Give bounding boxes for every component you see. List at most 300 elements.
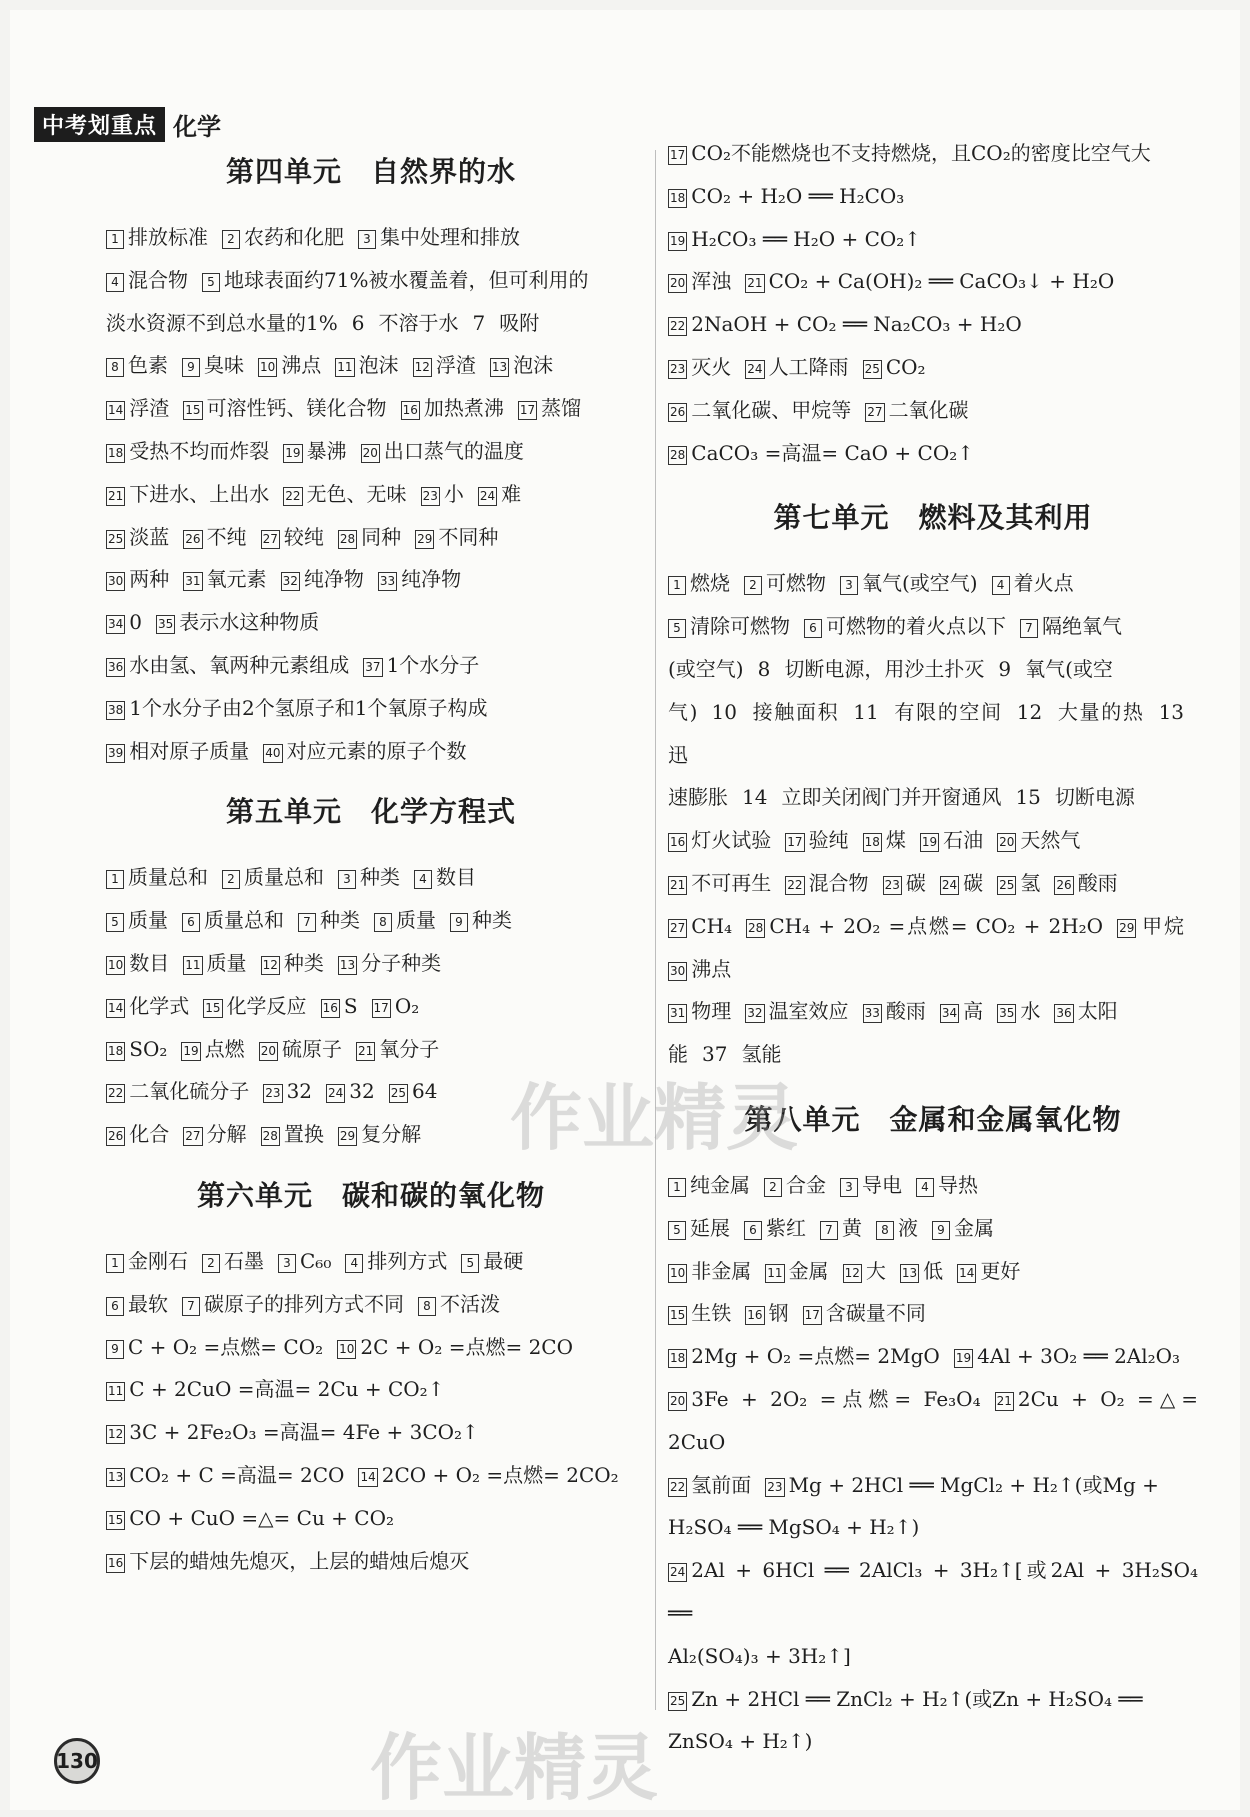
answer-line — [106, 942, 636, 985]
item-number-box: 21 — [745, 274, 764, 293]
answer-text: 不同种 — [438, 524, 499, 549]
answer-text: 石墨 — [224, 1248, 264, 1273]
answer-text: 9 — [998, 656, 1012, 681]
item-number-box: 10 — [258, 358, 277, 377]
item-number-box: 24 — [326, 1084, 345, 1103]
answer-text: 出口蒸气的温度 — [383, 438, 524, 463]
item-number-box: 32 — [281, 572, 300, 591]
answer-text: 2Mg + O₂ =点燃= 2MgO — [691, 1344, 940, 1369]
column-divider — [655, 150, 656, 1710]
answer-line — [668, 432, 1198, 475]
watermark-bottom: 作业精灵 — [370, 1726, 659, 1810]
answer-text: 二氧化硫分子 — [129, 1079, 250, 1104]
answer-text: 3Fe + 2O₂ =点燃= Fe₃O₄ — [691, 1386, 981, 1411]
item-number-box: 11 — [765, 1264, 784, 1283]
answer-text: 金刚石 — [128, 1248, 188, 1273]
item-number-box: 6 — [744, 1221, 762, 1240]
item-number-box: 1 — [106, 870, 124, 889]
item-number-box: 20 — [668, 274, 687, 293]
answer-text: 加热煮沸 — [423, 396, 504, 421]
unit-6-title: 第六单元 碳和碳的氧化物 — [196, 1178, 545, 1212]
answer-text: 合金 — [786, 1172, 826, 1197]
answer-text: 氧元素 — [206, 567, 267, 592]
answer-text: 水由氢、氧两种元素组成 — [129, 652, 350, 677]
answer-text: Zn + 2HCl ══ ZnCl₂ + H₂↑(或Zn + H₂SO₄ ══ — [691, 1686, 1143, 1711]
answer-text: 32 — [286, 1079, 313, 1104]
answer-text: 14 — [742, 785, 768, 810]
page-number-badge: 130 — [54, 1738, 100, 1784]
item-number-box: 38 — [106, 701, 125, 720]
answer-text: 温室效应 — [768, 999, 849, 1024]
answer-text: 农药和化肥 — [244, 225, 344, 249]
answer-text: 集中处理和排放 — [380, 225, 520, 249]
answer-line — [106, 302, 636, 345]
item-number-box: 19 — [668, 232, 687, 251]
answer-text: 10 — [711, 699, 737, 724]
answer-text: 迅 — [668, 742, 688, 767]
answer-text: 混合物 — [128, 267, 188, 292]
answer-line — [106, 601, 636, 644]
answer-line — [106, 1497, 636, 1540]
item-number-box: 27 — [668, 919, 687, 938]
answer-text: 色素 — [128, 353, 168, 378]
answer-text: 下进水、上出水 — [129, 481, 270, 506]
answer-text: CH₄ — [691, 913, 733, 938]
item-number-box: 28 — [746, 919, 765, 938]
item-number-box: 36 — [1054, 1004, 1073, 1023]
answer-text: 种类 — [283, 950, 324, 975]
answer-text: 天然气 — [1020, 828, 1081, 853]
answer-text: 钢 — [768, 1301, 789, 1326]
answer-text: Mg + 2HCl ══ MgCl₂ + H₂↑(或Mg + — [788, 1472, 1159, 1497]
answer-text: 同种 — [361, 524, 402, 549]
unit-6-answers — [106, 1240, 636, 1582]
answer-text: 更好 — [980, 1258, 1021, 1283]
answer-text: 验纯 — [808, 828, 849, 853]
item-number-box: 22 — [106, 1084, 125, 1103]
page — [10, 10, 1240, 1810]
answer-text: 8 — [757, 656, 771, 681]
item-number-box: 31 — [183, 572, 202, 591]
answer-text: 甲烷 — [1140, 913, 1184, 938]
answer-text: 数目 — [129, 950, 170, 975]
answer-text: 含碳量不同 — [825, 1301, 926, 1326]
answer-text: 浮渣 — [435, 353, 476, 378]
item-number-box: 17 — [785, 833, 804, 852]
item-number-box: 18 — [668, 189, 687, 208]
answer-text: 着火点 — [1013, 571, 1074, 596]
item-number-box: 14 — [957, 1264, 976, 1283]
answer-text: CaCO₃ =高温= CaO + CO₂↑ — [691, 440, 975, 465]
answer-text: SO₂ — [129, 1036, 168, 1061]
item-number-box: 37 — [363, 658, 382, 677]
answer-text: 硫原子 — [281, 1036, 342, 1061]
item-number-box: 25 — [668, 1692, 687, 1711]
answer-line — [668, 260, 1198, 303]
answer-text: 2Cu + O₂ =△= 2CuO — [668, 1386, 1198, 1454]
answer-line — [106, 558, 636, 601]
left-column — [106, 150, 636, 1582]
answer-line — [668, 819, 1198, 862]
item-number-box: 20 — [668, 1392, 687, 1411]
answer-text: 不纯 — [206, 524, 247, 549]
answer-text: C₆₀ — [300, 1248, 332, 1273]
answer-text: 复分解 — [361, 1122, 422, 1147]
answer-line — [106, 1454, 636, 1497]
item-number-box: 5 — [461, 1254, 479, 1273]
item-number-box: 25 — [106, 530, 125, 549]
item-number-box: 6 — [804, 619, 822, 638]
answer-line — [668, 1464, 1198, 1507]
item-number-box: 19 — [920, 833, 939, 852]
answer-line — [668, 605, 1198, 648]
answer-line — [668, 776, 1198, 819]
item-number-box: 19 — [181, 1042, 200, 1061]
item-number-box: 16 — [321, 999, 340, 1018]
item-number-box: 4 — [414, 870, 432, 889]
item-number-box: 31 — [668, 1004, 687, 1023]
item-number-box: 21 — [995, 1392, 1014, 1411]
item-number-box: 22 — [785, 876, 804, 895]
item-number-box: 20 — [259, 1042, 278, 1061]
item-number-box: 9 — [932, 1221, 950, 1240]
answer-text: 氢能 — [741, 1042, 782, 1067]
answer-text: 化学式 — [129, 993, 190, 1018]
answer-text: CO₂ + C =高温= 2CO — [129, 1462, 345, 1487]
answer-line — [106, 259, 636, 302]
answer-text: H₂CO₃ ══ H₂O + CO₂↑ — [691, 226, 922, 251]
answer-text: 种类 — [320, 908, 360, 933]
answer-text: 置换 — [283, 1122, 324, 1147]
answer-text: S — [343, 993, 358, 1018]
answer-text: 黄 — [842, 1215, 862, 1240]
answer-text: 碳原子的排列方式不同 — [204, 1291, 404, 1316]
item-number-box: 19 — [283, 444, 302, 463]
right-column — [668, 132, 1198, 1763]
item-number-box: 11 — [183, 956, 202, 975]
answer-text: 气) — [668, 699, 698, 724]
answer-text: 小 — [443, 481, 464, 506]
item-number-box: 21 — [106, 487, 125, 506]
answer-text: 吸附 — [499, 310, 540, 335]
item-number-box: 10 — [337, 1340, 356, 1359]
answer-line — [668, 1335, 1198, 1378]
unit-4-section — [106, 150, 636, 772]
answer-text: 氢 — [1020, 870, 1041, 895]
answer-text: 接触面积 — [750, 699, 840, 724]
answer-text: C + 2CuO =高温= 2Cu + CO₂↑ — [129, 1377, 445, 1402]
answer-line — [668, 389, 1198, 432]
item-number-box: 13 — [490, 358, 509, 377]
item-number-box: 4 — [345, 1254, 363, 1273]
answer-text: 分解 — [206, 1122, 247, 1147]
answer-text: 蒸馏 — [541, 396, 582, 421]
answer-text: 种类 — [472, 908, 512, 933]
item-number-box: 10 — [106, 956, 125, 975]
unit-8-answers — [668, 1164, 1198, 1763]
answer-text: 0 — [129, 610, 143, 635]
answer-text: 排放标准 — [128, 225, 208, 249]
answer-text: 石油 — [943, 828, 984, 853]
item-number-box: 5 — [202, 273, 220, 292]
answer-text: 切断电源 — [1054, 785, 1135, 810]
item-number-box: 4 — [106, 273, 124, 292]
item-number-box: 9 — [182, 358, 200, 377]
answer-text: 点燃 — [204, 1036, 245, 1061]
item-number-box: 23 — [883, 876, 902, 895]
answer-text: 1个水分子由2个氢原子和1个氧原子构成 — [129, 695, 488, 720]
answer-text: 12 — [1016, 699, 1043, 724]
answer-text: 氢前面 — [691, 1472, 752, 1497]
item-number-box: 16 — [401, 401, 420, 420]
answer-line — [668, 303, 1198, 346]
answer-text: 7 — [472, 310, 486, 335]
answer-text: 淡水资源不到总水量的1% — [106, 310, 338, 335]
answer-text: 最硬 — [483, 1248, 524, 1273]
answer-line — [106, 1368, 636, 1411]
item-number-box: 16 — [745, 1306, 764, 1325]
answer-text: 高 — [963, 999, 984, 1024]
watermark-middle: 作业精灵 — [510, 1076, 799, 1160]
item-number-box: 32 — [745, 1004, 764, 1023]
item-number-box: 12 — [106, 1425, 125, 1444]
answer-text: 延展 — [690, 1215, 730, 1240]
item-number-box: 7 — [1020, 619, 1038, 638]
answer-text: 可燃物的着火点以下 — [826, 614, 1006, 639]
answer-text: 大量的热 — [1056, 699, 1145, 724]
answer-text: 质量总和 — [128, 865, 208, 890]
item-number-box: 5 — [106, 913, 124, 932]
answer-text: 64 — [412, 1079, 438, 1104]
item-number-box: 25 — [997, 876, 1016, 895]
item-number-box: 18 — [863, 833, 882, 852]
answer-text: 可燃物 — [766, 571, 826, 596]
answer-text: 质量 — [128, 908, 168, 933]
answer-text: 化学反应 — [226, 993, 307, 1018]
answer-text: 11 — [853, 699, 879, 724]
answer-text: 两种 — [129, 567, 170, 592]
answer-line — [668, 562, 1198, 605]
item-number-box: 17 — [803, 1306, 822, 1325]
item-number-box: 1 — [106, 230, 124, 249]
answer-line — [668, 648, 1198, 691]
item-number-box: 21 — [356, 1042, 375, 1061]
answer-text: 质量 — [206, 950, 247, 975]
answer-text: CO₂ — [885, 354, 926, 379]
item-number-box: 27 — [183, 1127, 202, 1146]
answer-text: 浑浊 — [691, 269, 732, 294]
answer-text: Al₂(SO₄)₃ + 3H₂↑] — [668, 1643, 851, 1668]
unit-4-answers — [106, 216, 636, 772]
answer-line — [668, 1720, 1198, 1763]
answer-text: 数目 — [436, 865, 476, 890]
answer-line — [106, 216, 636, 259]
answer-line — [106, 1540, 636, 1583]
item-number-box: 14 — [106, 999, 125, 1018]
item-number-box: 26 — [183, 530, 202, 549]
item-number-box: 13 — [338, 956, 357, 975]
answer-line — [106, 730, 636, 773]
answer-line — [668, 1635, 1198, 1678]
answer-text: 2CO + O₂ =点燃= 2CO₂ — [381, 1462, 619, 1487]
answer-text: 2C + O₂ =点燃= 2CO — [360, 1334, 573, 1359]
item-number-box: 40 — [263, 744, 282, 763]
item-number-box: 13 — [900, 1264, 919, 1283]
item-number-box: 5 — [668, 619, 686, 638]
answer-text: H₂SO₄ ══ MgSO₄ + H₂↑) — [668, 1515, 920, 1540]
item-number-box: 35 — [997, 1004, 1016, 1023]
item-number-box: 23 — [668, 360, 687, 379]
unit-4-title: 第四单元 自然界的水 — [225, 155, 516, 188]
item-number-box: 30 — [106, 572, 125, 591]
item-number-box: 33 — [863, 1004, 882, 1023]
item-number-box: 3 — [840, 1178, 858, 1197]
answer-line — [668, 691, 1198, 777]
answer-line — [106, 1326, 636, 1369]
item-number-box: 6 — [106, 1297, 124, 1316]
answer-line — [668, 218, 1198, 261]
item-number-box: 18 — [106, 1042, 125, 1061]
answer-text: 无色、无味 — [306, 481, 407, 506]
answer-text: 不溶于水 — [378, 310, 459, 335]
item-number-box: 33 — [378, 572, 397, 591]
answer-text: 金属 — [954, 1215, 994, 1240]
item-number-box: 9 — [450, 913, 468, 932]
item-number-box: 35 — [156, 615, 175, 634]
answer-text: 1个水分子 — [386, 652, 480, 677]
answer-text: 臭味 — [204, 353, 244, 378]
item-number-box: 9 — [106, 1340, 124, 1359]
answer-text: 氧分子 — [379, 1036, 440, 1061]
item-number-box: 15 — [106, 1511, 125, 1530]
unit-6-answers-continued — [668, 132, 1198, 474]
answer-text: 沸点 — [691, 956, 732, 981]
item-number-box: 11 — [106, 1382, 125, 1401]
answer-text: 酸雨 — [885, 999, 926, 1024]
answer-line — [668, 905, 1198, 991]
item-number-box: 13 — [106, 1468, 125, 1487]
answer-text: 水 — [1020, 999, 1041, 1024]
answer-text: 可溶性钙、镁化合物 — [206, 396, 387, 421]
answer-text: 太阳 — [1077, 999, 1118, 1024]
item-number-box: 34 — [940, 1004, 959, 1023]
item-number-box: 2 — [222, 230, 240, 249]
item-number-box: 23 — [263, 1084, 282, 1103]
item-number-box: 11 — [335, 358, 354, 377]
answer-text: 浮渣 — [129, 396, 170, 421]
item-number-box: 27 — [865, 403, 884, 422]
answer-line — [106, 430, 636, 473]
answer-text: 低 — [923, 1258, 944, 1283]
answer-text: 氧气(或空气) — [862, 571, 978, 596]
answer-text: 分子种类 — [361, 950, 442, 975]
answer-text: 煤 — [885, 828, 906, 853]
page-header — [34, 108, 221, 140]
answer-text: 碳 — [905, 870, 926, 895]
item-number-box: 12 — [843, 1264, 862, 1283]
item-number-box: 21 — [668, 876, 687, 895]
item-number-box: 24 — [668, 1563, 687, 1582]
item-number-box: 24 — [940, 876, 959, 895]
item-number-box: 17 — [372, 999, 391, 1018]
answer-text: CO₂ + Ca(OH)₂ ══ CaCO₃↓ + H₂O — [768, 269, 1115, 294]
item-number-box: 34 — [106, 615, 125, 634]
unit-7-answers — [668, 562, 1198, 1076]
item-number-box: 24 — [745, 360, 764, 379]
answer-line — [106, 899, 636, 942]
answer-line — [106, 1240, 636, 1283]
answer-line — [668, 1378, 1198, 1464]
subject-label: 化学 — [173, 111, 222, 141]
answer-text: 有限的空间 — [892, 699, 1003, 724]
item-number-box: 6 — [182, 913, 200, 932]
answer-text: 最软 — [128, 1291, 168, 1316]
item-number-box: 14 — [106, 401, 125, 420]
item-number-box: 1 — [106, 1254, 124, 1273]
answer-line — [106, 1283, 636, 1326]
answer-text: 纯净物 — [401, 567, 462, 592]
answer-text: 暴沸 — [306, 438, 347, 463]
item-number-box: 23 — [765, 1478, 784, 1497]
answer-text: 能 — [668, 1042, 688, 1067]
item-number-box: 15 — [668, 1306, 687, 1325]
item-number-box: 26 — [668, 403, 687, 422]
item-number-box: 12 — [261, 956, 280, 975]
answer-line — [106, 687, 636, 730]
answer-text: 相对原子质量 — [129, 738, 250, 763]
item-number-box: 22 — [668, 317, 687, 336]
item-number-box: 17 — [668, 146, 687, 165]
answer-text: 二氧化碳、甲烷等 — [691, 397, 852, 422]
answer-text: 3C + 2Fe₂O₃ =高温= 4Fe + 3CO₂↑ — [129, 1420, 479, 1445]
answer-text: CO + CuO =△= Cu + CO₂ — [129, 1505, 395, 1530]
answer-text: 纯金属 — [690, 1172, 750, 1197]
item-number-box: 1 — [668, 576, 686, 595]
answer-text: 混合物 — [808, 870, 869, 895]
answer-text: 2NaOH + CO₂ ══ Na₂CO₃ + H₂O — [691, 312, 1022, 337]
item-number-box: 27 — [261, 530, 280, 549]
answer-line — [668, 175, 1198, 218]
answer-line — [106, 985, 636, 1028]
answer-text: 切断电源，用沙土扑灭 — [784, 656, 985, 681]
answer-text: 不活泼 — [440, 1291, 500, 1316]
item-number-box: 3 — [278, 1254, 296, 1273]
answer-text: 6 — [351, 310, 365, 335]
answer-line — [668, 1250, 1198, 1293]
answer-line — [106, 387, 636, 430]
answer-line — [106, 644, 636, 687]
answer-text: ZnSO₄ + H₂↑) — [668, 1729, 813, 1754]
answer-text: 碳 — [963, 870, 984, 895]
answer-text: 液 — [898, 1215, 918, 1240]
unit-6-section — [106, 1174, 636, 1582]
item-number-box: 15 — [183, 401, 202, 420]
item-number-box: 5 — [668, 1221, 686, 1240]
answer-text: 质量总和 — [244, 865, 324, 890]
item-number-box: 25 — [863, 360, 882, 379]
unit-8-section — [668, 1098, 1198, 1763]
item-number-box: 25 — [389, 1084, 408, 1103]
item-number-box: 8 — [876, 1221, 894, 1240]
answer-text: 生铁 — [691, 1301, 732, 1326]
answer-text: C + O₂ =点燃= CO₂ — [128, 1334, 324, 1359]
answer-text: 较纯 — [283, 524, 324, 549]
item-number-box: 24 — [478, 487, 497, 506]
item-number-box: 7 — [298, 913, 316, 932]
answer-line — [106, 1411, 636, 1454]
answer-line — [668, 132, 1198, 175]
answer-text: 灯火试验 — [691, 828, 772, 853]
